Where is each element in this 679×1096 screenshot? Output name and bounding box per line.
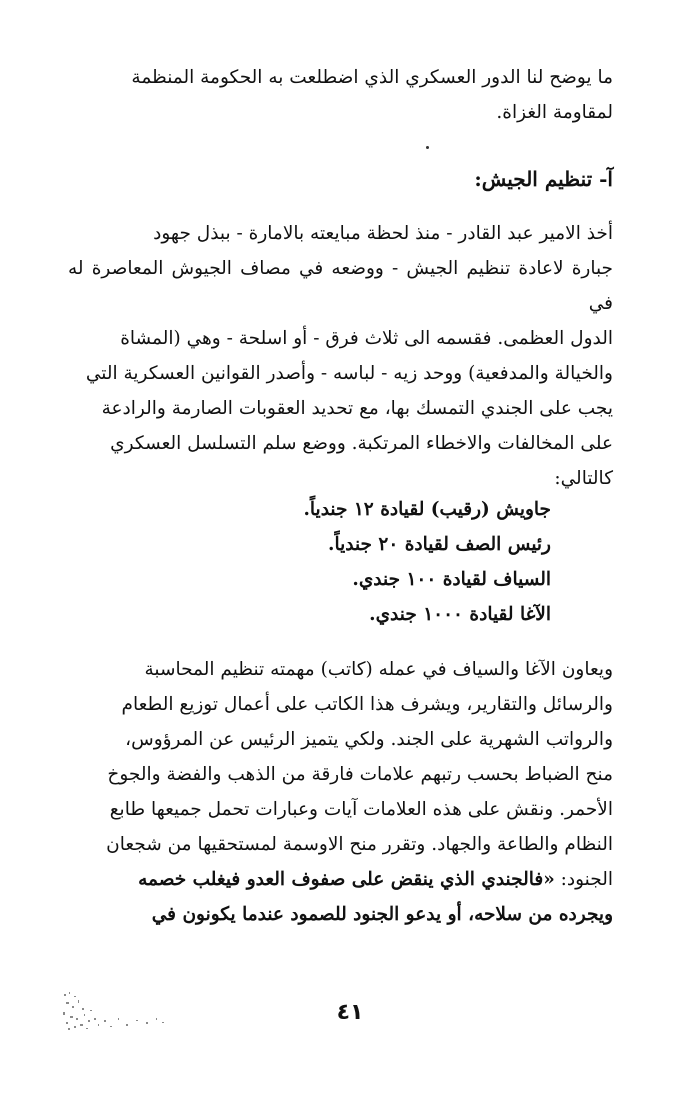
rank-item: جاويش (رقيب) لقيادة ١٢ جندياً.	[303, 499, 551, 520]
text-line: والرسائل والتقارير، ويشرف هذا الكاتب على أعمال توزيع الطعام	[121, 694, 613, 715]
text-line: جبارة لاعادة تنظيم الجيش - ووضعه في مصاف الجيوش المعاصرة له في	[68, 258, 613, 314]
print-smudge	[60, 988, 170, 1034]
text-line: والرواتب الشهرية على الجند. ولكي يتميز الرئيس عن المرؤوس،	[125, 729, 613, 750]
text-line-with-quote	[68, 862, 613, 897]
text-line: أخذ الامير عبد القادر - منذ لحظة مبايعته بالامارة - ببذل جهود	[153, 223, 613, 244]
rank-item: الآغا لقيادة ١٠٠٠ جندي.	[369, 604, 551, 625]
text-fragment: الجنود:	[560, 869, 613, 890]
clerk-and-insignia-paragraph	[68, 652, 613, 932]
text-line: ويعاون الآغا والسياف في عمله (كاتب) مهمته تنظيم المحاسبة	[144, 659, 613, 680]
text-line: الأحمر. ونقش على هذه العلامات آيات وعبارات تحمل جميعها طابع	[109, 799, 613, 820]
text-line: الدول العظمى. فقسمه الى ثلاث فرق - أو اسلحة - وهي (المشاة	[120, 328, 613, 349]
ink-dot	[426, 146, 429, 149]
text-line: كالتالي:	[554, 468, 613, 489]
intro-paragraph	[68, 60, 613, 130]
quote-fragment: «فالجندي الذي ينقض على صفوف العدو فيغلب خصمه	[138, 869, 555, 890]
text-line: يجب على الجندي التمسك بها، مع تحديد العقوبات الصارمة والرادعة	[101, 398, 613, 419]
text-line: لمقاومة الغزاة.	[496, 102, 613, 123]
rank-item: رئيس الصف لقيادة ٢٠ جندياً.	[328, 534, 551, 555]
text-line: منح الضباط بحسب رتبهم علامات فارقة من الذهب والفضة والجوخ	[107, 764, 613, 785]
page-number: ٤١	[336, 1000, 364, 1025]
rank-list	[68, 492, 613, 632]
quote-line: ويجرده من سلاحه، أو يدعو الجنود للصمود عندما يكونون في	[151, 904, 613, 925]
text-line: ما يوضح لنا الدور العسكري الذي اضطلعت به الحكومة المنظمة	[131, 67, 613, 88]
army-organization-paragraph	[68, 216, 613, 496]
text-line: النظام والطاعة والجهاد. وتقرر منح الاوسمة لمستحقيها من شجعان	[106, 834, 613, 855]
text-line: والخيالة والمدفعية) ووحد زيه - لباسه - وأصدر القوانين العسكرية التي	[85, 363, 613, 384]
text-line: على المخالفات والاخطاء المرتكبة. ووضع سلم التسلسل العسكري	[110, 433, 613, 454]
section-heading: آ- تنظيم الجيش:	[474, 167, 613, 191]
rank-item: السياف لقيادة ١٠٠ جندي.	[352, 569, 551, 590]
